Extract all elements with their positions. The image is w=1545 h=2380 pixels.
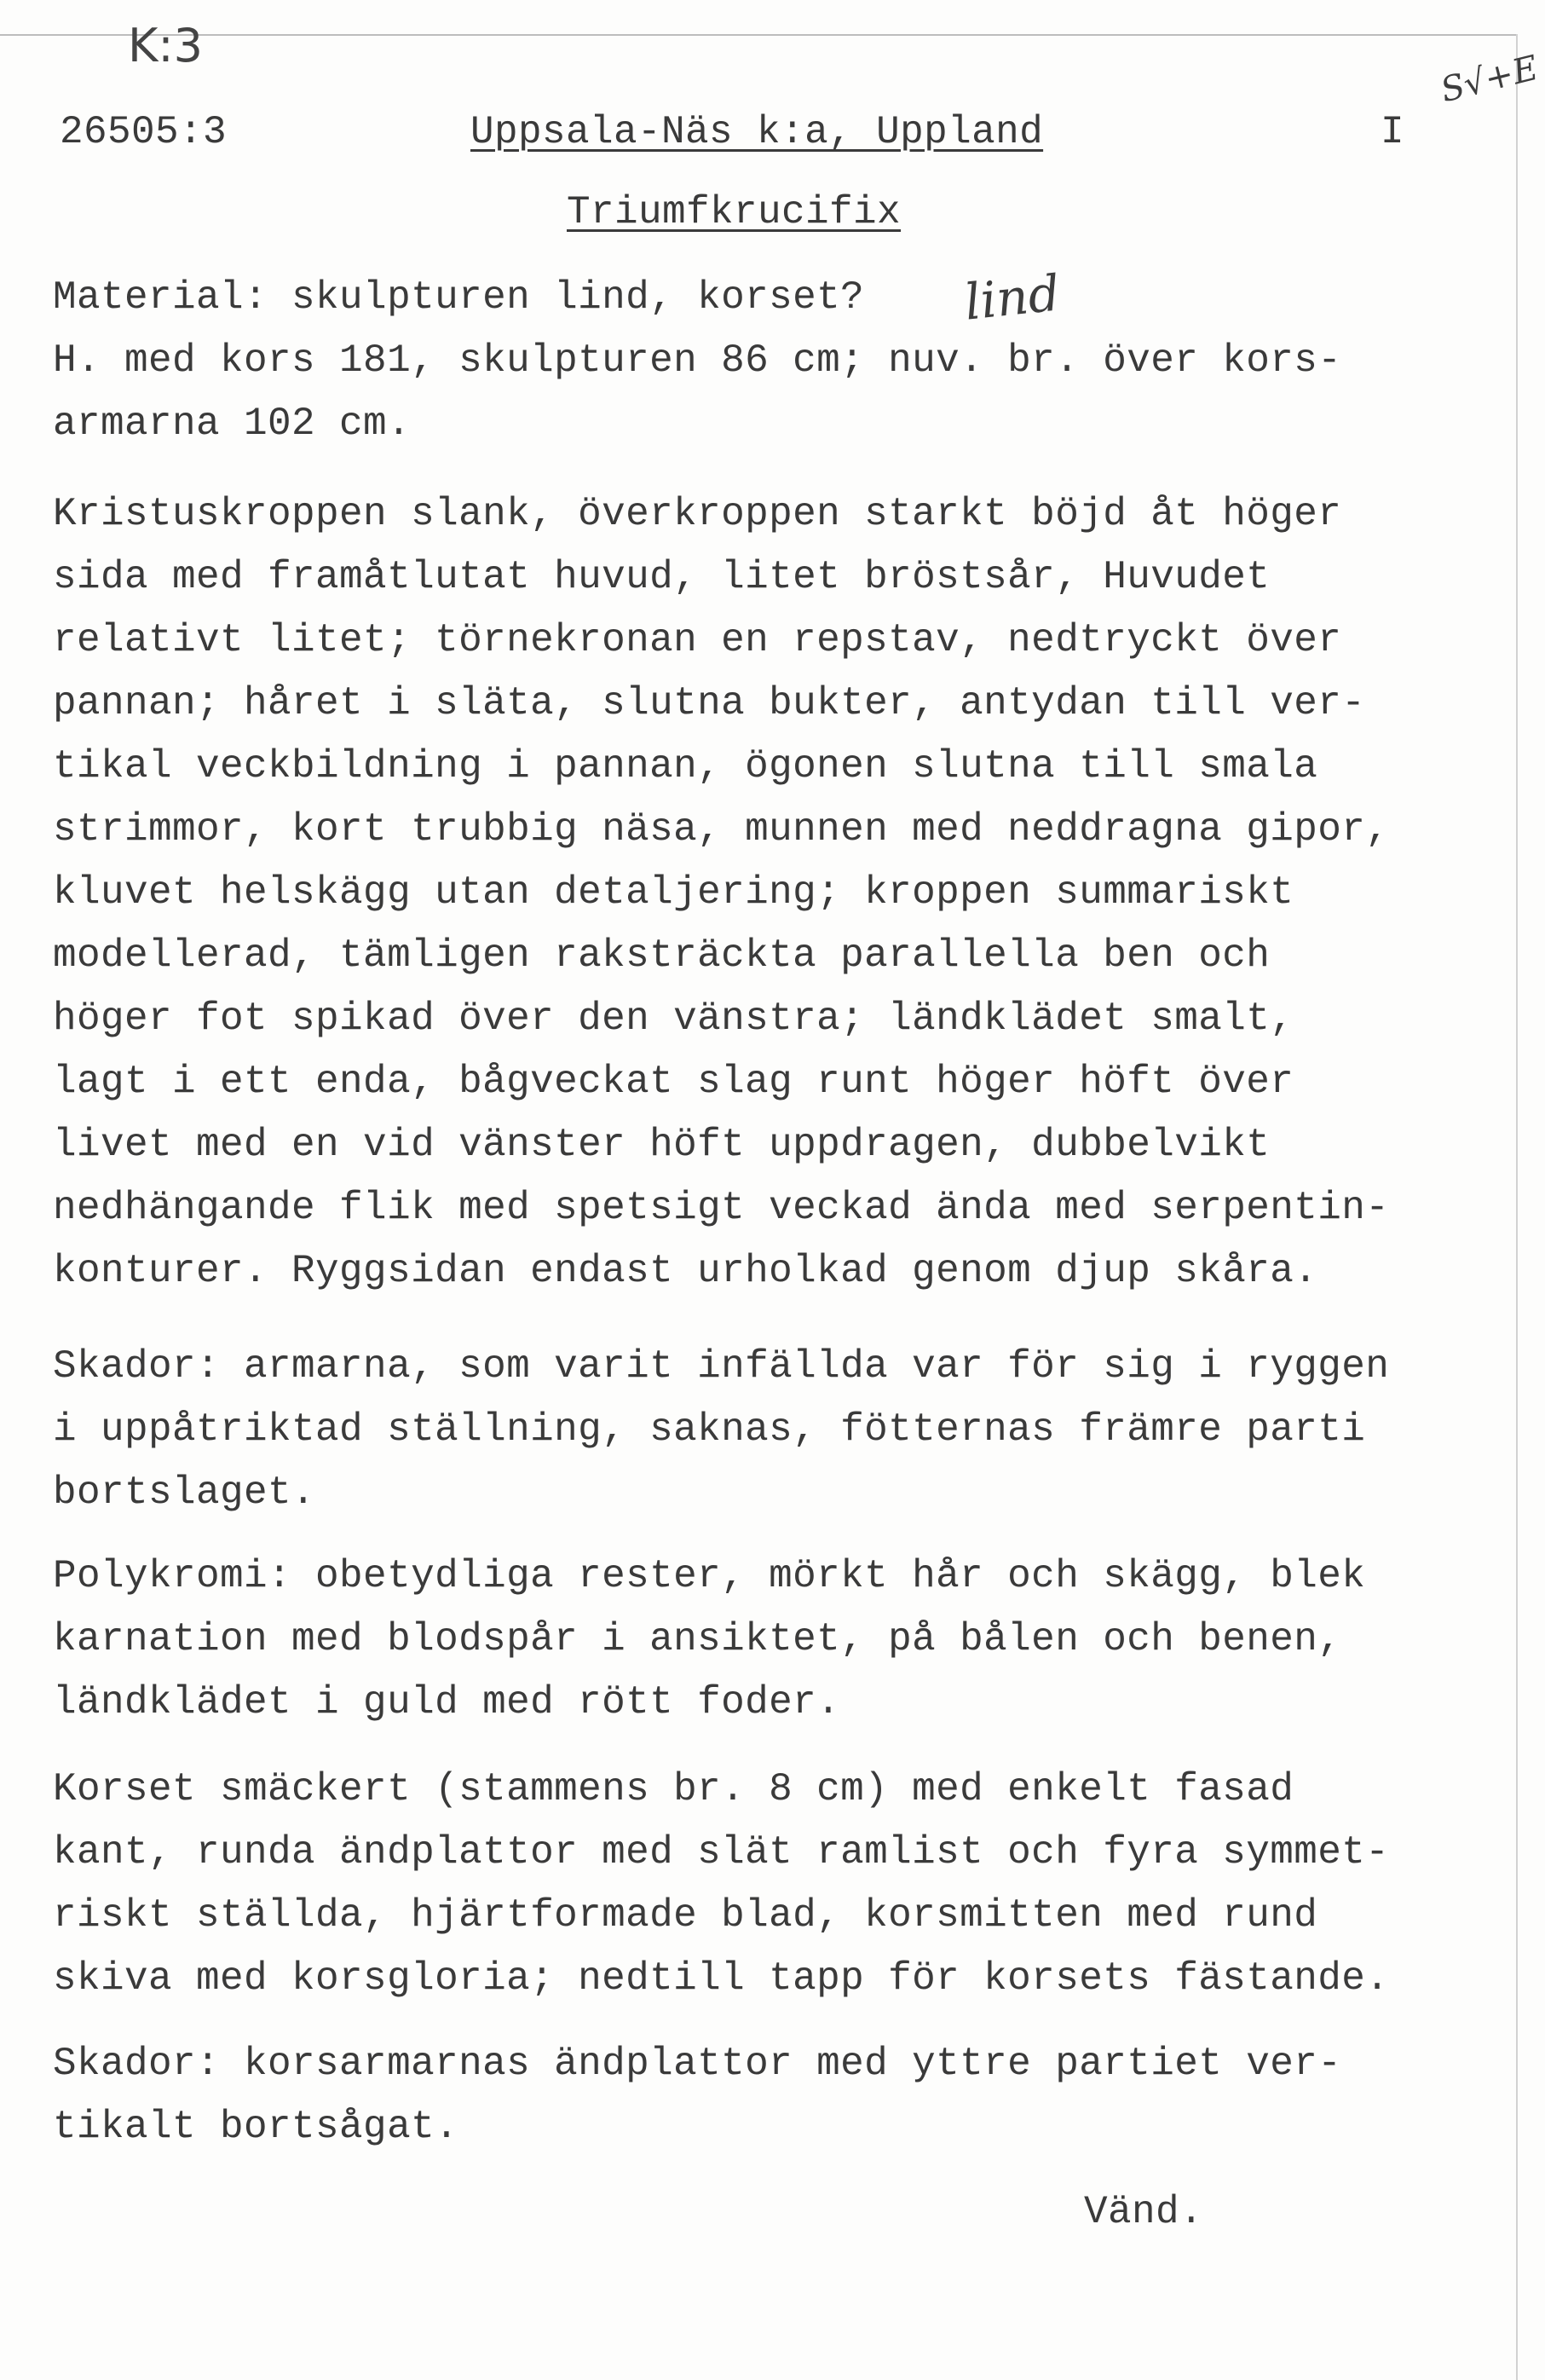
text-line: Skador: armarna, som varit infällda var för sig i ryggen: [53, 1344, 1390, 1389]
material-handwritten: lind: [961, 263, 1063, 332]
card-right-edge: [1516, 34, 1518, 2380]
text-line: bortslaget.: [53, 1470, 316, 1515]
object-type-title: Triumfkrucifix: [567, 190, 902, 234]
card-number: I: [1381, 110, 1405, 154]
text-line: kluvet helskägg utan detaljering; kroppen summariskt: [53, 870, 1294, 915]
cross-paragraph: [53, 1758, 1389, 2010]
turn-over-note: Vänd.: [1084, 2190, 1204, 2234]
text-line: Skador: korsarmarnas ändplattor med yttre partiet ver-: [53, 2042, 1342, 2086]
text-line: tikalt bortsågat.: [53, 2105, 459, 2149]
text-line: tikal veckbildning i pannan, ögonen slutna till smala: [53, 744, 1318, 789]
polychromy-paragraph: [53, 1545, 1365, 1734]
text-line: Kristuskroppen slank, överkroppen starkt böjd åt höger: [53, 492, 1342, 536]
text-line: lagt i ett enda, bågveckat slag runt höger höft över: [53, 1060, 1294, 1104]
text-line: nedhängande flik med spetsigt veckad ända med serpentin-: [53, 1186, 1390, 1230]
corner-note: S√+E: [1437, 48, 1542, 111]
text-line: skiva med korsgloria; nedtill tapp för korsets fästande.: [53, 1956, 1390, 2001]
text-line: riskt ställda, hjärtformade blad, korsmitten med rund: [53, 1893, 1318, 1938]
text-line: höger fot spikad över den vänstra; ländklädet smalt,: [53, 996, 1294, 1041]
text-line: Korset smäckert (stammens br. 8 cm) med enkelt fasad: [53, 1767, 1294, 1811]
text-line: konturer. Ryggsidan endast urholkad genom djup skåra.: [53, 1249, 1318, 1293]
text-line: sida med framåtlutat huvud, litet bröstsår, Huvudet: [53, 555, 1271, 599]
dimensions: [53, 329, 1341, 455]
inventory-number: 26505:3: [60, 110, 228, 154]
description-paragraph: [53, 482, 1389, 1303]
material-line: [53, 266, 864, 329]
shelf-mark: K:3: [128, 19, 203, 72]
text-line: pannan; håret i släta, slutna bukter, antydan till ver-: [53, 681, 1366, 725]
dimensions-line: armarna 102 cm.: [53, 401, 412, 446]
text-line: ländklädet i guld med rött foder.: [53, 1680, 841, 1724]
damages-paragraph: [53, 1335, 1389, 1524]
text-line: karnation med blodspår i ansiktet, på bålen och benen,: [53, 1617, 1342, 1661]
location-title: Uppsala-Näs k:a, Uppland: [470, 110, 1044, 154]
text-line: livet med en vid vänster höft uppdragen, dubbelvikt: [53, 1123, 1271, 1167]
cross-damages-paragraph: [53, 2032, 1341, 2158]
text-line: relativt litet; törnekronan en repstav, nedtryckt över: [53, 618, 1342, 662]
text-line: i uppåtriktad ställning, saknas, fötternas främre parti: [53, 1407, 1366, 1452]
card-top-edge: [0, 34, 1517, 36]
text-line: modellerad, tämligen raksträckta parallella ben och: [53, 933, 1271, 978]
dimensions-line: H. med kors 181, skulpturen 86 cm; nuv. br. över kors-: [53, 338, 1342, 383]
text-line: strimmor, kort trubbig näsa, munnen med neddragna gipor,: [53, 807, 1390, 852]
material-typed: Material: skulpturen lind, korset?: [53, 275, 865, 320]
text-line: kant, runda ändplattor med slät ramlist och fyra symmet-: [53, 1830, 1390, 1875]
text-line: Polykromi: obetydliga rester, mörkt hår och skägg, blek: [53, 1554, 1366, 1598]
